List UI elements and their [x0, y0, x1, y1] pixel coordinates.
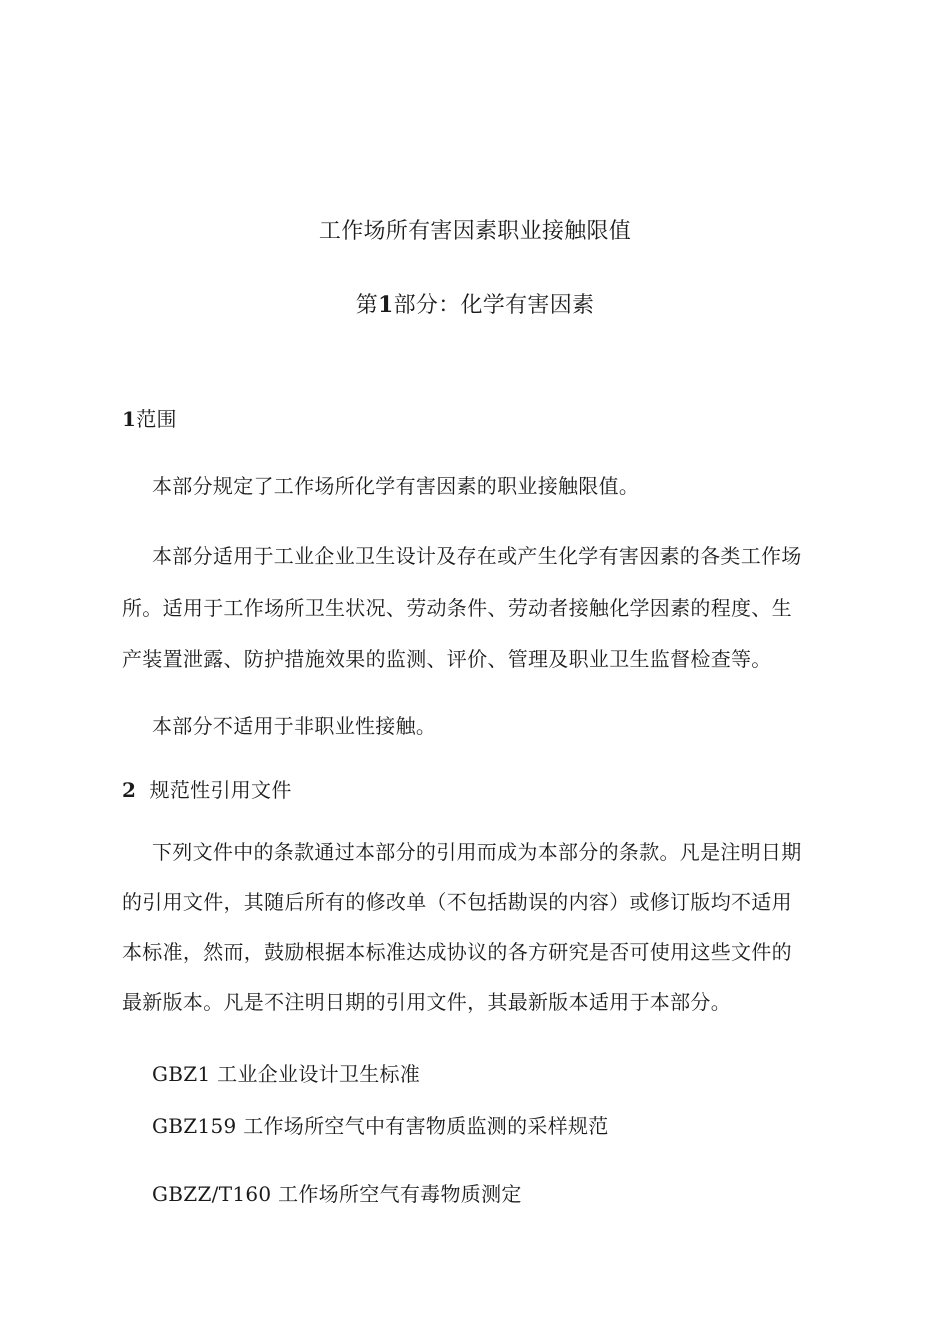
- section-title: 规范性引用文件: [149, 778, 292, 802]
- section-heading-scope: [122, 405, 177, 433]
- paragraph-line: 产装置泄露、防护措施效果的监测、评价、管理及职业卫生监督检查等。: [122, 647, 772, 671]
- reference-item: GBZ159 工作场所空气中有害物质监测的采样规范: [152, 1114, 609, 1138]
- section-title: 范围: [136, 407, 177, 431]
- document-title: 工作场所有害因素职业接触限值: [318, 219, 632, 244]
- paragraph-line: 本部分适用于工业企业卫生设计及存在或产生化学有害因素的各类工作场: [152, 544, 802, 568]
- paragraph-line: 下列文件中的条款通过本部分的引用而成为本部分的条款。凡是注明日期: [152, 840, 802, 864]
- paragraph-line: 的引用文件，其随后所有的修改单（不包括勘误的内容）或修订版均不适用: [122, 890, 792, 914]
- paragraph-line: 本标准，然而，鼓励根据本标准达成协议的各方研究是否可使用这些文件的: [122, 940, 792, 964]
- paragraph-line: 所。适用于工作场所卫生状况、劳动条件、劳动者接触化学因素的程度、生: [122, 596, 792, 620]
- document-subtitle: [0, 291, 950, 320]
- paragraph-line: 本部分不适用于非职业性接触。: [152, 714, 437, 738]
- paragraph-line: 最新版本。凡是不注明日期的引用文件，其最新版本适用于本部分。: [122, 990, 731, 1014]
- section-number: 1: [122, 407, 137, 431]
- subtitle-prefix: 第: [355, 293, 378, 318]
- section-number: 2: [122, 778, 137, 802]
- subtitle-number: 1: [378, 292, 394, 318]
- subtitle-suffix: 部分：化学有害因素: [393, 293, 595, 318]
- reference-item: GBZZ/T160 工作场所空气有毒物质测定: [152, 1182, 522, 1206]
- paragraph-line: 本部分规定了工作场所化学有害因素的职业接触限值。: [152, 474, 640, 498]
- reference-item: GBZ1 工业企业设计卫生标准: [152, 1062, 421, 1086]
- section-heading-normative-references: [122, 776, 292, 804]
